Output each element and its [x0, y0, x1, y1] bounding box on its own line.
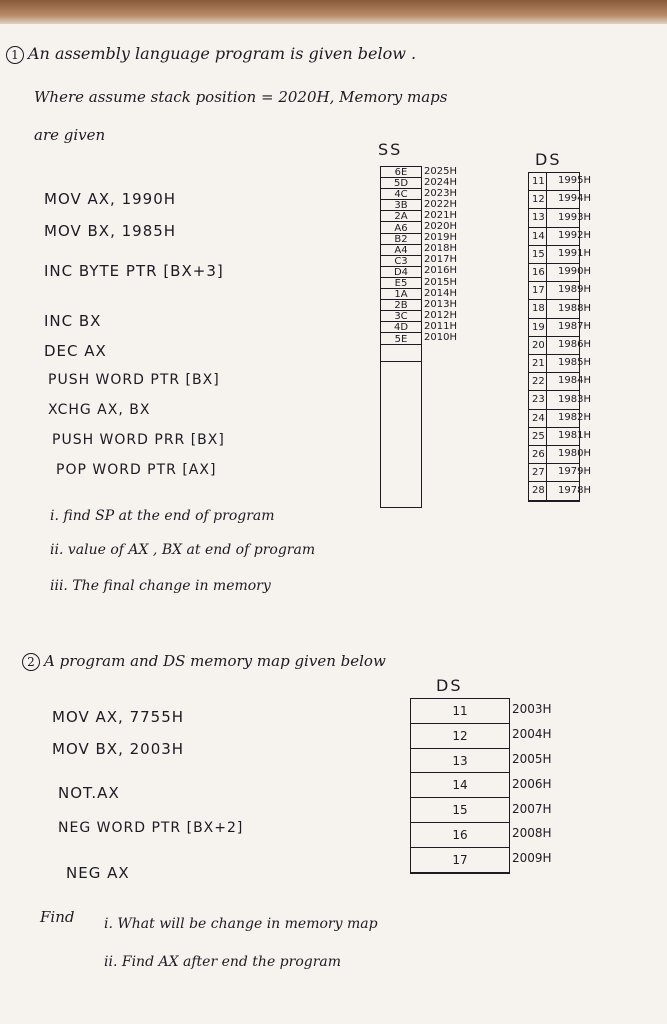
ds-cell: 16: [529, 264, 579, 282]
ds-address: 1995H: [558, 175, 591, 187]
q2-number: 2: [22, 653, 40, 671]
ds-cell: 20: [529, 337, 579, 355]
q2-ds-memory-map: [410, 698, 510, 874]
ss-cell: 2A: [381, 211, 421, 222]
q1-question-3: iii. The final change in memory: [50, 578, 271, 594]
q1-code-line-3: INC BYTE PTR [BX+3]: [44, 262, 224, 280]
q1-intro-line2: Where assume stack position = 2020H, Memory maps: [34, 88, 448, 106]
ds-cell: 13: [529, 209, 579, 227]
ss-address: 2014H: [424, 287, 457, 299]
ds-address: 1984H: [558, 375, 591, 387]
q2-code-line-1: MOV AX, 7755H: [52, 708, 185, 726]
q2-ds-cell: 15: [411, 798, 509, 823]
ds-cell: 24: [529, 410, 579, 428]
ss-cell: A6: [381, 223, 421, 234]
q1-question-2: ii. value of AX , BX at end of program: [50, 542, 316, 558]
q2-find-label: Find: [40, 908, 75, 926]
ds-address: 1980H: [558, 448, 591, 460]
q1-code-line-6: PUSH WORD PTR [BX]: [48, 372, 220, 388]
ds-address: 1990H: [558, 266, 591, 278]
ss-cell: 4D: [381, 322, 421, 333]
q2-ds-address: 2003H: [512, 702, 552, 717]
ss-cell: 6E: [381, 167, 421, 178]
ss-address: 2025H: [424, 165, 457, 177]
q1-code-line-7: XCHG AX, BX: [48, 402, 151, 418]
q2-ds-address: 2009H: [512, 851, 552, 866]
ss-empty-row-divider: [381, 361, 421, 362]
ds-cell: 21: [529, 355, 579, 373]
ss-address: 2021H: [424, 209, 457, 221]
ds-cell: 25: [529, 428, 579, 446]
ss-cell: 5E: [381, 334, 421, 345]
ss-address: 2011H: [424, 320, 457, 332]
ds-column-divider: [546, 173, 547, 501]
ds-address: 1994H: [558, 193, 591, 205]
q1-code-line-4: INC BX: [44, 312, 102, 330]
q2-question-2: ii. Find AX after end the program: [104, 954, 342, 970]
ds-cell: 12: [529, 191, 579, 209]
ss-cell: D4: [381, 267, 421, 278]
q1-code-line-2: MOV BX, 1985H: [44, 222, 177, 240]
ds-address: 1991H: [558, 247, 591, 259]
ss-address: 2016H: [424, 265, 457, 277]
q1-code-line-1: MOV AX, 1990H: [44, 190, 177, 208]
q1-code-line-5: DEC AX: [44, 342, 107, 360]
q2-question-1: i. What will be change in memory map: [104, 916, 378, 932]
ds-address: 1979H: [558, 466, 591, 478]
ds-cell: 17: [529, 282, 579, 300]
ds-address: 1989H: [558, 284, 591, 296]
ds-address: 1981H: [558, 429, 591, 441]
ss-address: 2024H: [424, 176, 457, 188]
ds-cell: 15: [529, 246, 579, 264]
ss-address: 2020H: [424, 221, 457, 233]
ds-cell: 14: [529, 228, 579, 246]
q2-ds-cell: 14: [411, 773, 509, 798]
ds-address: 1987H: [558, 320, 591, 332]
ds-cell: 22: [529, 373, 579, 391]
ss-address: 2010H: [424, 332, 457, 344]
ss-cell: B2: [381, 234, 421, 245]
ss-address: 2023H: [424, 187, 457, 199]
ds-cell: 27: [529, 464, 579, 482]
ss-cell: 3C: [381, 311, 421, 322]
q2-intro: A program and DS memory map given below: [44, 652, 386, 670]
q1-question-1: i. find SP at the end of program: [50, 508, 275, 524]
ds-cell: 11: [529, 173, 579, 191]
q2-code-line-2: MOV BX, 2003H: [52, 740, 185, 758]
q2-heading: [22, 652, 386, 671]
ss-cell: C3: [381, 256, 421, 267]
ds-address: 1983H: [558, 393, 591, 405]
ss-address: 2018H: [424, 243, 457, 255]
ss-label: SS: [378, 140, 403, 159]
ds-cell: 26: [529, 446, 579, 464]
ds-address: 1988H: [558, 302, 591, 314]
q1-code-line-9: POP WORD PTR [AX]: [56, 462, 217, 478]
q2-ds-cell: 17: [411, 848, 509, 873]
q2-code-line-5: NEG AX: [66, 864, 130, 882]
ds-cell: 28: [529, 482, 579, 500]
ds-cell: 23: [529, 391, 579, 409]
q2-ds-address: 2004H: [512, 727, 552, 742]
q2-ds-cell: 13: [411, 749, 509, 774]
ss-cell: 3B: [381, 200, 421, 211]
ds-cell: 18: [529, 300, 579, 318]
q2-ds-address: 2007H: [512, 801, 552, 816]
ss-address: 2015H: [424, 276, 457, 288]
q1-intro-line1: An assembly language program is given below .: [28, 44, 417, 63]
q2-ds-address: 2006H: [512, 776, 552, 791]
ss-address: 2022H: [424, 198, 457, 210]
q2-ds-cell: 11: [411, 699, 509, 724]
q1-code-line-8: PUSH WORD PRR [BX]: [52, 432, 225, 448]
ds-address: 1993H: [558, 211, 591, 223]
ss-cell: E5: [381, 278, 421, 289]
ss-address: 2019H: [424, 232, 457, 244]
ds-address: 1985H: [558, 357, 591, 369]
q1-heading-line1: [6, 44, 416, 64]
ds-address: 1978H: [558, 484, 591, 496]
ds-cell: 19: [529, 319, 579, 337]
q2-ds-cell: 16: [411, 823, 509, 848]
ss-cell: 5D: [381, 178, 421, 189]
q2-code-line-4: NEG WORD PTR [BX+2]: [58, 820, 244, 836]
ss-address: 2017H: [424, 254, 457, 266]
ds-address: 1982H: [558, 411, 591, 423]
ss-cell: A4: [381, 245, 421, 256]
q1-number: 1: [6, 46, 24, 64]
ss-cell: 4C: [381, 189, 421, 200]
ss-cell: 2B: [381, 300, 421, 311]
ss-memory-map: [380, 166, 422, 508]
ss-cell: 1A: [381, 289, 421, 300]
ds-label: DS: [535, 150, 562, 169]
q2-code-line-3: NOT.AX: [58, 784, 120, 802]
q2-ds-address: 2008H: [512, 826, 552, 841]
q1-intro-line3: are given: [34, 126, 106, 144]
ss-address: 2013H: [424, 298, 457, 310]
ds-address: 1992H: [558, 229, 591, 241]
q2-ds-label: DS: [436, 676, 463, 695]
q2-ds-cell: 12: [411, 724, 509, 749]
q2-ds-address: 2005H: [512, 752, 552, 766]
ds-address: 1986H: [558, 338, 591, 350]
ss-address: 2012H: [424, 309, 457, 321]
